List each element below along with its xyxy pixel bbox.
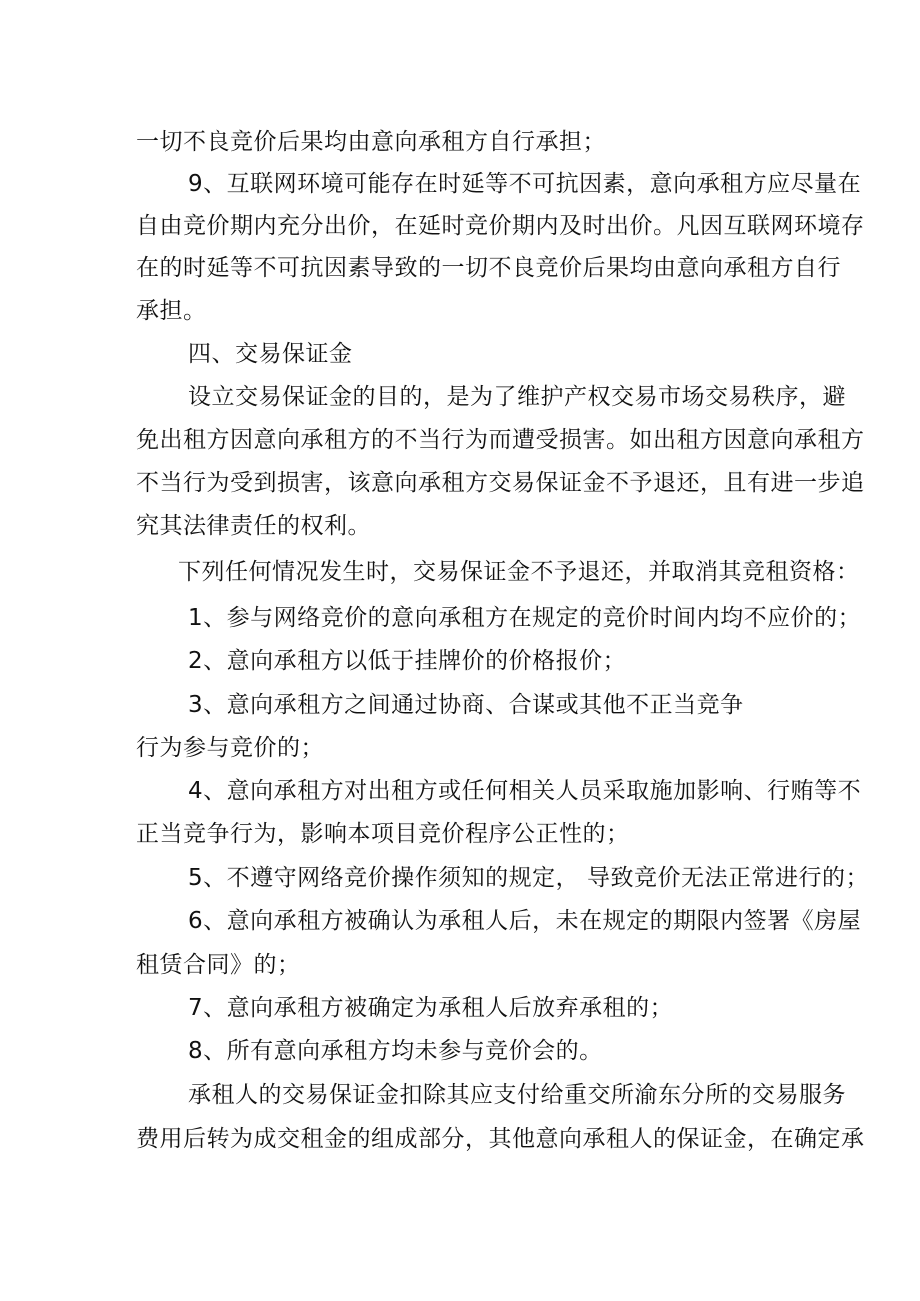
text-line-2: 9、互联网环境可能存在时延等不可抗因素，意向承租方应尽量在 bbox=[188, 171, 862, 197]
text-line-10: 究其法律责任的权利。 bbox=[136, 513, 371, 539]
list-item-6-continued: 租赁合同》的； bbox=[136, 952, 301, 978]
list-item-8: 8、所有意向承租方均未参与竞价会的。 bbox=[188, 1038, 603, 1064]
list-item-5: 5、不遵守网络竞价操作须知的规定， 导致竞价无法正常进行的； bbox=[188, 865, 869, 891]
text-line-8: 免出租方因意向承租方的不当行为而遭受损害。如出租方因意向承租方 bbox=[136, 427, 865, 453]
text-line-4: 在的时延等不可抗因素导致的一切不良竞价后果均由意向承租方自行 bbox=[136, 255, 841, 281]
text-line-9: 不当行为受到损害，该意向承租方交易保证金不予退还，且有进一步追 bbox=[136, 470, 865, 496]
text-line-24: 费用后转为成交租金的组成部分，其他意向承租人的保证金，在确定承 bbox=[136, 1126, 865, 1152]
list-item-3: 3、意向承租方之间通过协商、合谋或其他不正当竞争 bbox=[188, 692, 744, 718]
text-line-23: 承租人的交易保证金扣除其应支付给重交所渝东分所的交易服务 bbox=[188, 1082, 846, 1108]
text-line-11: 下列任何情况发生时，交易保证金不予退还，并取消其竞租资格： bbox=[178, 559, 860, 585]
list-item-4-continued: 正当竞争行为，影响本项目竞价程序公正性的； bbox=[136, 821, 630, 847]
list-item-7: 7、意向承租方被确定为承租人后放弃承租的； bbox=[188, 995, 674, 1021]
text-line-3: 自由竞价期内充分出价，在延时竞价期内及时出价。凡因互联网环境存 bbox=[136, 213, 865, 239]
list-item-1: 1、参与网络竞价的意向承租方在规定的竞价时间内均不应价的； bbox=[188, 605, 862, 631]
list-item-4: 4、意向承租方对出租方或任何相关人员采取施加影响、行贿等不 bbox=[188, 778, 862, 804]
section-heading: 四、交易保证金 bbox=[188, 341, 353, 367]
text-line-1: 一切不良竞价后果均由意向承租方自行承担； bbox=[136, 129, 606, 155]
text-line-5: 承担。 bbox=[136, 298, 207, 324]
list-item-6: 6、意向承租方被确认为承租人后，未在规定的期限内签署《房屋 bbox=[188, 908, 862, 934]
list-item-3-continued: 行为参与竞价的； bbox=[136, 735, 324, 761]
text-line-7: 设立交易保证金的目的，是为了维护产权交易市场交易秩序，避 bbox=[188, 384, 846, 410]
list-item-2: 2、意向承租方以低于挂牌价的价格报价； bbox=[188, 648, 627, 674]
